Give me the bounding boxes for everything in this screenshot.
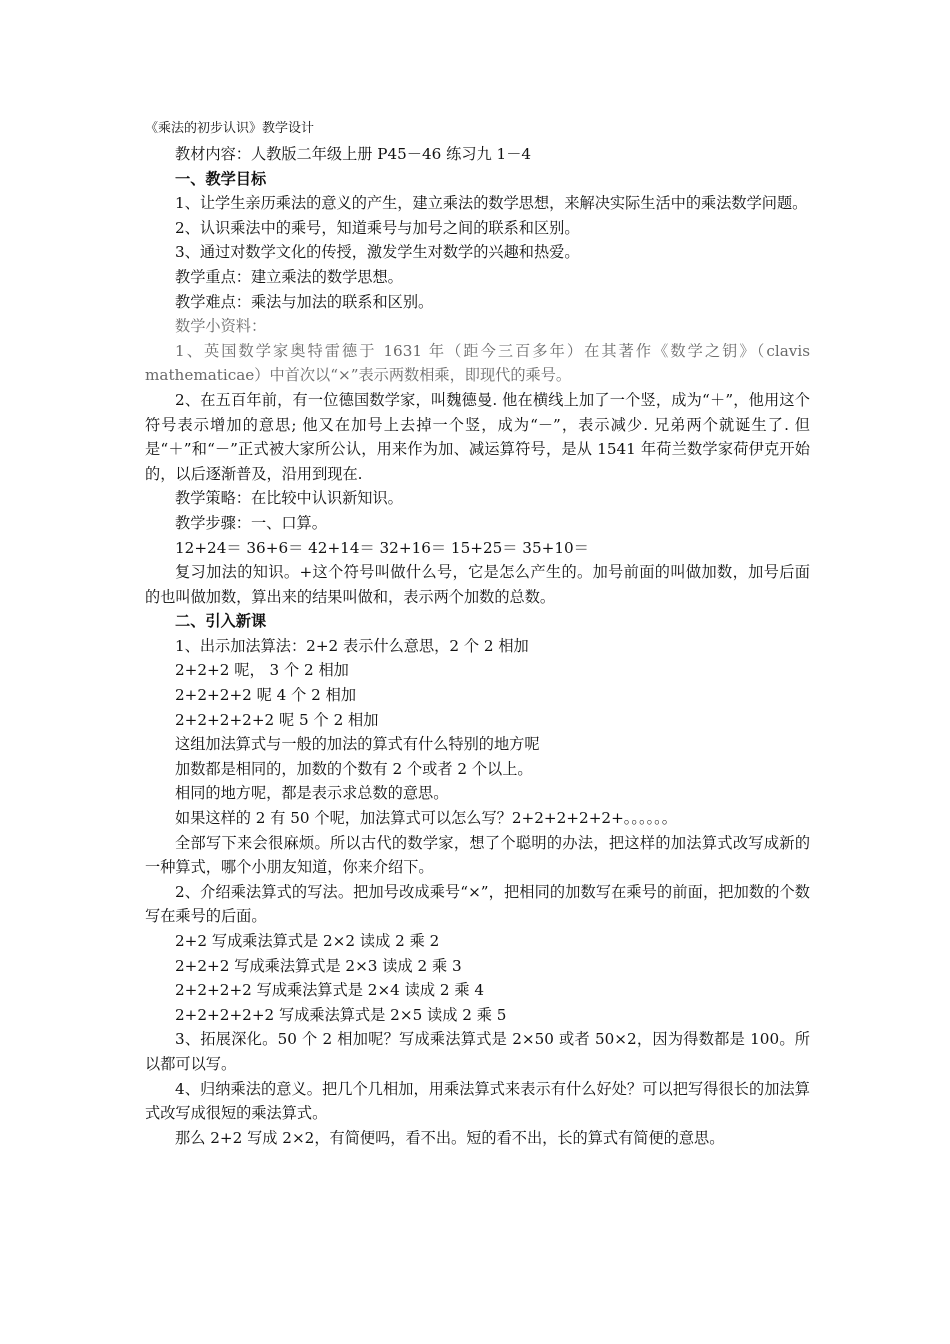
paragraph: 2+2+2+2+2 写成乘法算式是 2×5 读成 2 乘 5 bbox=[175, 1005, 507, 1024]
paragraph: 1、出示加法算法：2+2 表示什么意思，2 个 2 相加 bbox=[175, 636, 529, 655]
paragraph: 教学重点：建立乘法的数学思想。 bbox=[175, 267, 403, 286]
document-page bbox=[145, 118, 810, 1150]
document-body bbox=[145, 142, 810, 1150]
paragraph: 2+2+2 写成乘法算式是 2×3 读成 2 乘 3 bbox=[175, 956, 462, 975]
paragraph: 教学策略：在比较中认识新知识。 bbox=[175, 489, 403, 508]
paragraph: 12+24＝ 36+6＝ 42+14＝ 32+16＝ 15+25＝ 35+10＝ bbox=[175, 538, 589, 557]
paragraph: 教学步骤：一、口算。 bbox=[175, 513, 327, 532]
paragraph: 2+2+2+2 写成乘法算式是 2×4 读成 2 乘 4 bbox=[175, 981, 485, 1000]
paragraph: 2+2+2+2 呢 4 个 2 相加 bbox=[175, 686, 357, 705]
paragraph: 这组加法算式与一般的加法的算式有什么特别的地方呢 bbox=[175, 735, 540, 754]
paragraph: 2、认识乘法中的乘号，知道乘号与加号之间的联系和区别。 bbox=[175, 218, 580, 237]
paragraph: 教学难点：乘法与加法的联系和区别。 bbox=[175, 292, 434, 311]
paragraph: 2、介绍乘法算式的写法。把加号改成乘号“×”，把相同的加数写在乘号的前面，把加数的个数写在乘号的后面。 bbox=[145, 882, 810, 926]
paragraph: 如果这样的 2 有 50 个呢，加法算式可以怎么写？2+2+2+2+2+。。。。。。 bbox=[175, 809, 677, 828]
paragraph: 复习加法的知识。+这个符号叫做什么号，它是怎么产生的。加号前面的叫做加数，加号后面的也叫做加数，算出来的结果叫做和，表示两个加数的总数。 bbox=[145, 563, 810, 606]
paragraph: 2+2+2 呢， 3 个 2 相加 bbox=[175, 661, 349, 680]
paragraph: 教材内容：人教版二年级上册 P45－46 练习九 1－4 bbox=[175, 145, 532, 163]
paragraph: 2+2 写成乘法算式是 2×2 读成 2 乘 2 bbox=[175, 932, 440, 950]
section-heading: 一、教学目标 bbox=[175, 169, 267, 188]
paragraph: 3、拓展深化。50 个 2 相加呢？写成乘法算式是 2×50 或者 50×2，因为得数都是 100。所以都可以写。 bbox=[145, 1030, 810, 1073]
paragraph: 相同的地方呢，都是表示求总数的意思。 bbox=[175, 784, 449, 803]
paragraph: 数学小资料： bbox=[175, 317, 267, 336]
paragraph: 加数都是相同的，加数的个数有 2 个或者 2 个以上。 bbox=[175, 759, 533, 778]
paragraph: 4、归纳乘法的意义。把几个几相加，用乘法算式来表示有什么好处？可以把写得很长的加法算式改写成很短的乘法算式。 bbox=[145, 1079, 810, 1123]
paragraph: 3、通过对数学文化的传授，激发学生对数学的兴趣和热爱。 bbox=[175, 243, 580, 262]
paragraph: 2、在五百年前，有一位德国数学家，叫魏德曼. 他在横线上加了一个竖，成为“＋”，他用这个符号表示增加的意思; 他又在加号上去掉一个竖，成为“－”，表示减少. 兄弟两个就诞生了. 但是“＋”和“－”正式被大家所公认，用来作为加、减运算符号，是从 1541 年荷兰数学家荷伊克开始的，以后逐渐普及，沿用到现在. bbox=[145, 390, 810, 483]
paragraph: 2+2+2+2+2 呢 5 个 2 相加 bbox=[175, 710, 379, 729]
paragraph: 1、让学生亲历乘法的意义的产生，建立乘法的数学思想，来解决实际生活中的乘法数学问题。 bbox=[175, 194, 808, 213]
paragraph: 全部写下来会很麻烦。所以古代的数学家，想了个聪明的办法，把这样的加法算式改写成新的一种算式，哪个小朋友知道，你来介绍下。 bbox=[145, 833, 810, 877]
section-heading: 二、引入新课 bbox=[175, 612, 267, 631]
document-title: 《乘法的初步认识》教学设计 bbox=[145, 121, 315, 136]
paragraph: 1、英国数学家奥特雷德于 1631 年（距今三百多年）在其著作《数学之钥》（clavis mathematicae）中首次以“×”表示两数相乘，即现代的乘号。 bbox=[145, 341, 810, 385]
paragraph: 那么 2+2 写成 2×2，有简便吗，看不出。短的看不出，长的算式有简便的意思。 bbox=[175, 1128, 725, 1147]
